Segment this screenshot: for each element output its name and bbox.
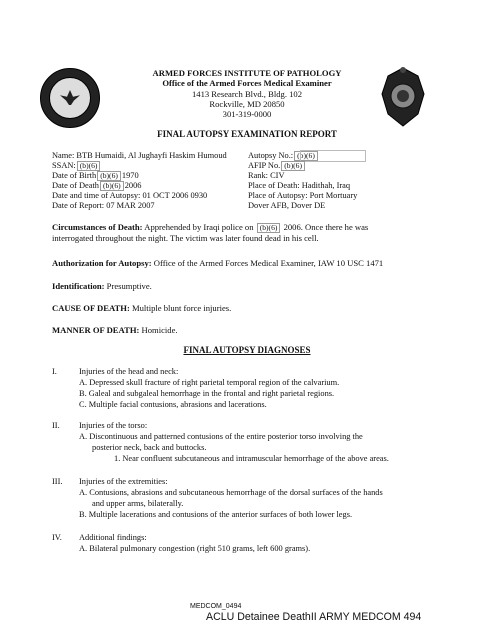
field-afip-no: AFIP No. (b)(6) (248, 161, 306, 171)
diag-number: IV. (52, 533, 62, 542)
city-line: Rockville, MD 20850 (209, 99, 285, 109)
diag-heading: Injuries of the torso: (79, 421, 148, 430)
field-date-report: Date of Report: 07 MAR 2007 (52, 201, 155, 210)
aclu-stamp: ACLU Detainee DeathII ARMY MEDCOM 494 (206, 611, 422, 623)
field-dod: Date of Death (b)(6) 2006 (52, 181, 142, 190)
diag-item: posterior neck, back and buttocks. (92, 443, 207, 452)
diag-heading: Injuries of the head and neck: (79, 367, 179, 376)
cause-of-death: CAUSE OF DEATH: Multiple blunt force injuries. (52, 303, 232, 313)
field-ssan: SSAN: (b)(6) (52, 161, 101, 171)
field-place-of-autopsy-2: Dover AFB, Dover DE (248, 201, 326, 210)
field-place-of-autopsy: Place of Autopsy: Port Mortuary (248, 191, 358, 200)
diag-item: A. Depressed skull fracture of right parietal temporal region of the calvarium. (79, 378, 340, 387)
redaction-box: (b)(6) (77, 161, 101, 171)
redaction-box: (b)(6) (281, 161, 305, 171)
redaction-field-outline (300, 150, 366, 162)
redaction-box: (b)(6) (257, 223, 281, 233)
field-date-autopsy: Date and time of Autopsy: 01 OCT 2006 0930 (52, 191, 208, 200)
report-title: FINAL AUTOPSY EXAMINATION REPORT (157, 129, 337, 139)
redaction-box: (b)(6) (100, 181, 124, 191)
field-rank: Rank: CIV (248, 171, 285, 180)
manner-of-death: MANNER OF DEATH: Homicide. (52, 325, 178, 335)
circumstances-line2: interrogated throughout the night. The victim was later found dead in his cell. (52, 233, 319, 243)
medical-examiner-badge-icon (378, 66, 428, 128)
redaction-box: (b)(6) (294, 151, 318, 161)
institute-name: ARMED FORCES INSTITUTE OF PATHOLOGY (152, 68, 342, 78)
diagnoses-title: FINAL AUTOPSY DIAGNOSES (183, 345, 311, 355)
phone-line: 301-319-0000 (222, 109, 272, 119)
diag-number: I. (52, 367, 57, 376)
diag-item: A. Contusions, abrasions and subcutaneous hemorrhage of the dorsal surfaces of the hands (79, 488, 383, 497)
identification: Identification: Presumptive. (52, 281, 152, 291)
diag-item: and upper arms, bilaterally. (92, 499, 184, 508)
diag-heading: Injuries of the extremities: (79, 477, 168, 486)
diag-item: A. Discontinuous and patterned contusions of the entire posterior torso involving the (79, 432, 363, 441)
field-autopsy-no: Autopsy No.: (b)(6) (248, 151, 319, 161)
diag-item: B. Multiple lacerations and contusions of the anterior surfaces of both lower legs. (79, 510, 353, 519)
authorization: Authorization for Autopsy: Office of the Armed Forces Medical Examiner, IAW 10 USC 1471 (52, 258, 384, 268)
field-dob: Date of Birth (b)(6) 1970 (52, 171, 139, 180)
field-place-of-death: Place of Death: Hadithah, Iraq (248, 181, 351, 190)
address-line: 1413 Research Blvd., Bldg. 102 (191, 89, 303, 99)
redaction-box: (b)(6) (97, 171, 121, 181)
diag-number: II. (52, 421, 60, 430)
page-code: MEDCOM_0494 (190, 603, 242, 610)
field-name: Name: BTB Humaidi, Al Jughayfi Haskim Humoud (52, 151, 227, 160)
diag-item: B. Galeal and subgaleal hemorrhage in the frontal and right parietal regions. (79, 389, 335, 398)
diag-item: A. Bilateral pulmonary congestion (right 510 grams, left 600 grams). (79, 544, 311, 553)
circumstances-line1: Circumstances of Death: Apprehended by Iraqi police on (b)(6) 2006. Once there he was (52, 222, 369, 232)
diag-number: III. (52, 477, 63, 486)
diag-item: C. Multiple facial contusions, abrasions and lacerations. (79, 400, 267, 409)
diag-heading: Additional findings: (79, 533, 147, 542)
office-name: Office of the Armed Forces Medical Examiner (162, 78, 332, 88)
diag-item: 1. Near confluent subcutaneous and intramuscular hemorrhage of the above areas. (114, 454, 389, 463)
